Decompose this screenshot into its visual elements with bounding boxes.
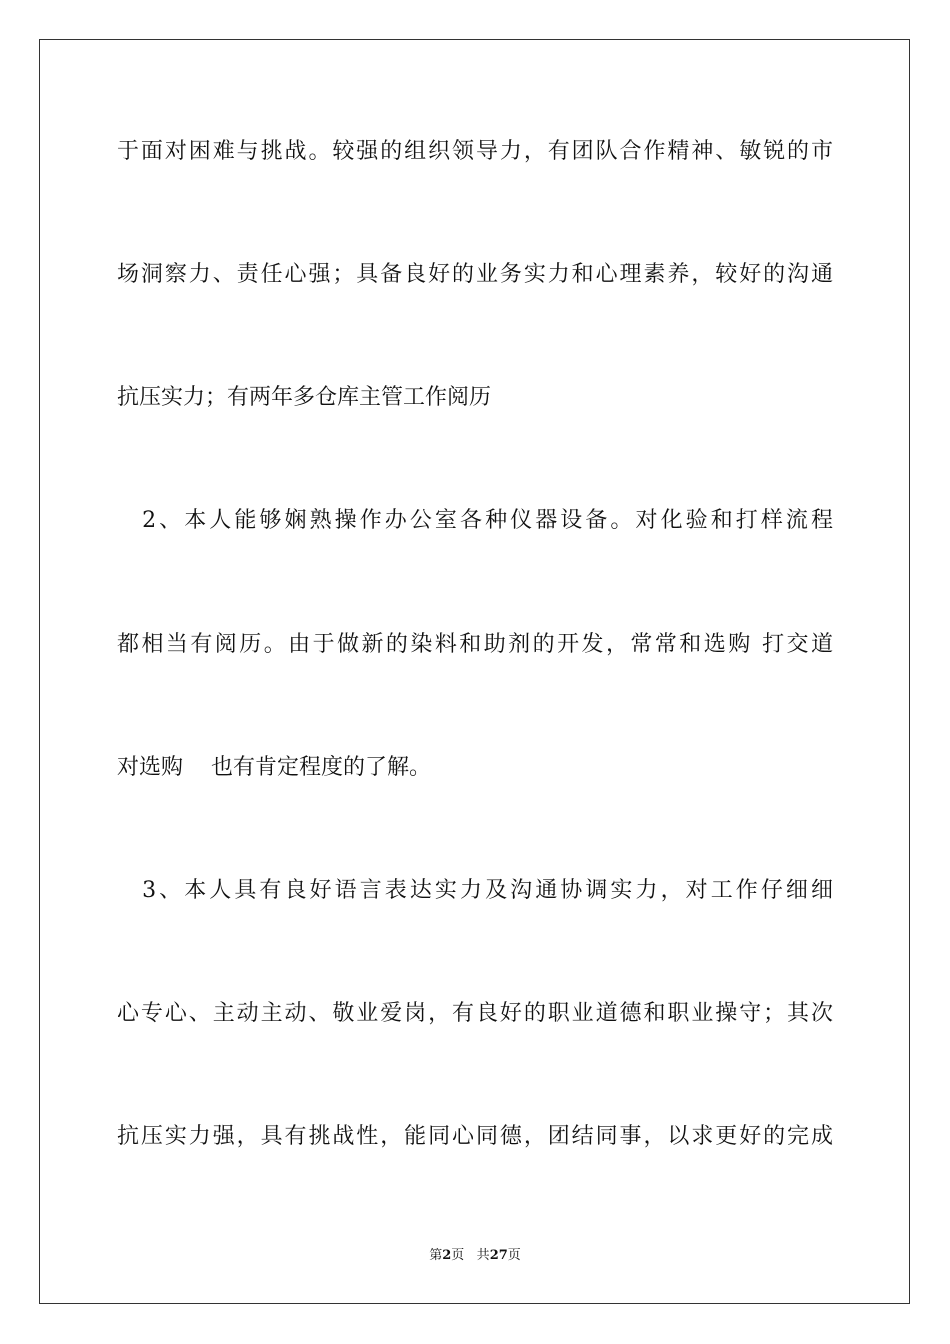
text-line: 抗压实力；有两年多仓库主管工作阅历 bbox=[117, 385, 492, 410]
page-suffix: 页 bbox=[451, 1248, 465, 1263]
text-line: 场洞察力、责任心强；具备良好的业务实力和心理素养，较好的沟通 bbox=[117, 262, 833, 287]
text-line: 于面对困难与挑战。较强的组织领导力，有团队合作精神、敏锐的市 bbox=[117, 139, 833, 164]
paragraph-2-start: 2、本人能够娴熟操作办公室各种仪器设备。对化验和打样流程 bbox=[117, 508, 833, 533]
page-number: 2 bbox=[442, 1248, 452, 1263]
text-fragment: 对选购 bbox=[117, 755, 184, 780]
total-prefix: 共 bbox=[476, 1248, 490, 1263]
page-prefix: 第 bbox=[429, 1248, 443, 1263]
page-border bbox=[39, 39, 910, 1304]
text-line: 抗压实力强，具有挑战性，能同心同德，团结同事，以求更好的完成 bbox=[117, 1124, 833, 1149]
text-fragment: 也有肯定程度的了解。 bbox=[211, 755, 432, 780]
text-line: 心专心、主动主动、敬业爱岗，有良好的职业道德和职业操守；其次 bbox=[117, 1001, 833, 1026]
text-line bbox=[117, 753, 833, 783]
total-suffix: 页 bbox=[507, 1248, 521, 1263]
page-footer bbox=[0, 1247, 950, 1265]
total-pages: 27 bbox=[489, 1248, 508, 1263]
text-line: 都相当有阅历。由于做新的染料和助剂的开发，常常和选购 打交道 bbox=[117, 632, 833, 657]
paragraph-3-start: 3、本人具有良好语言表达实力及沟通协调实力，对工作仔细细 bbox=[117, 878, 833, 903]
